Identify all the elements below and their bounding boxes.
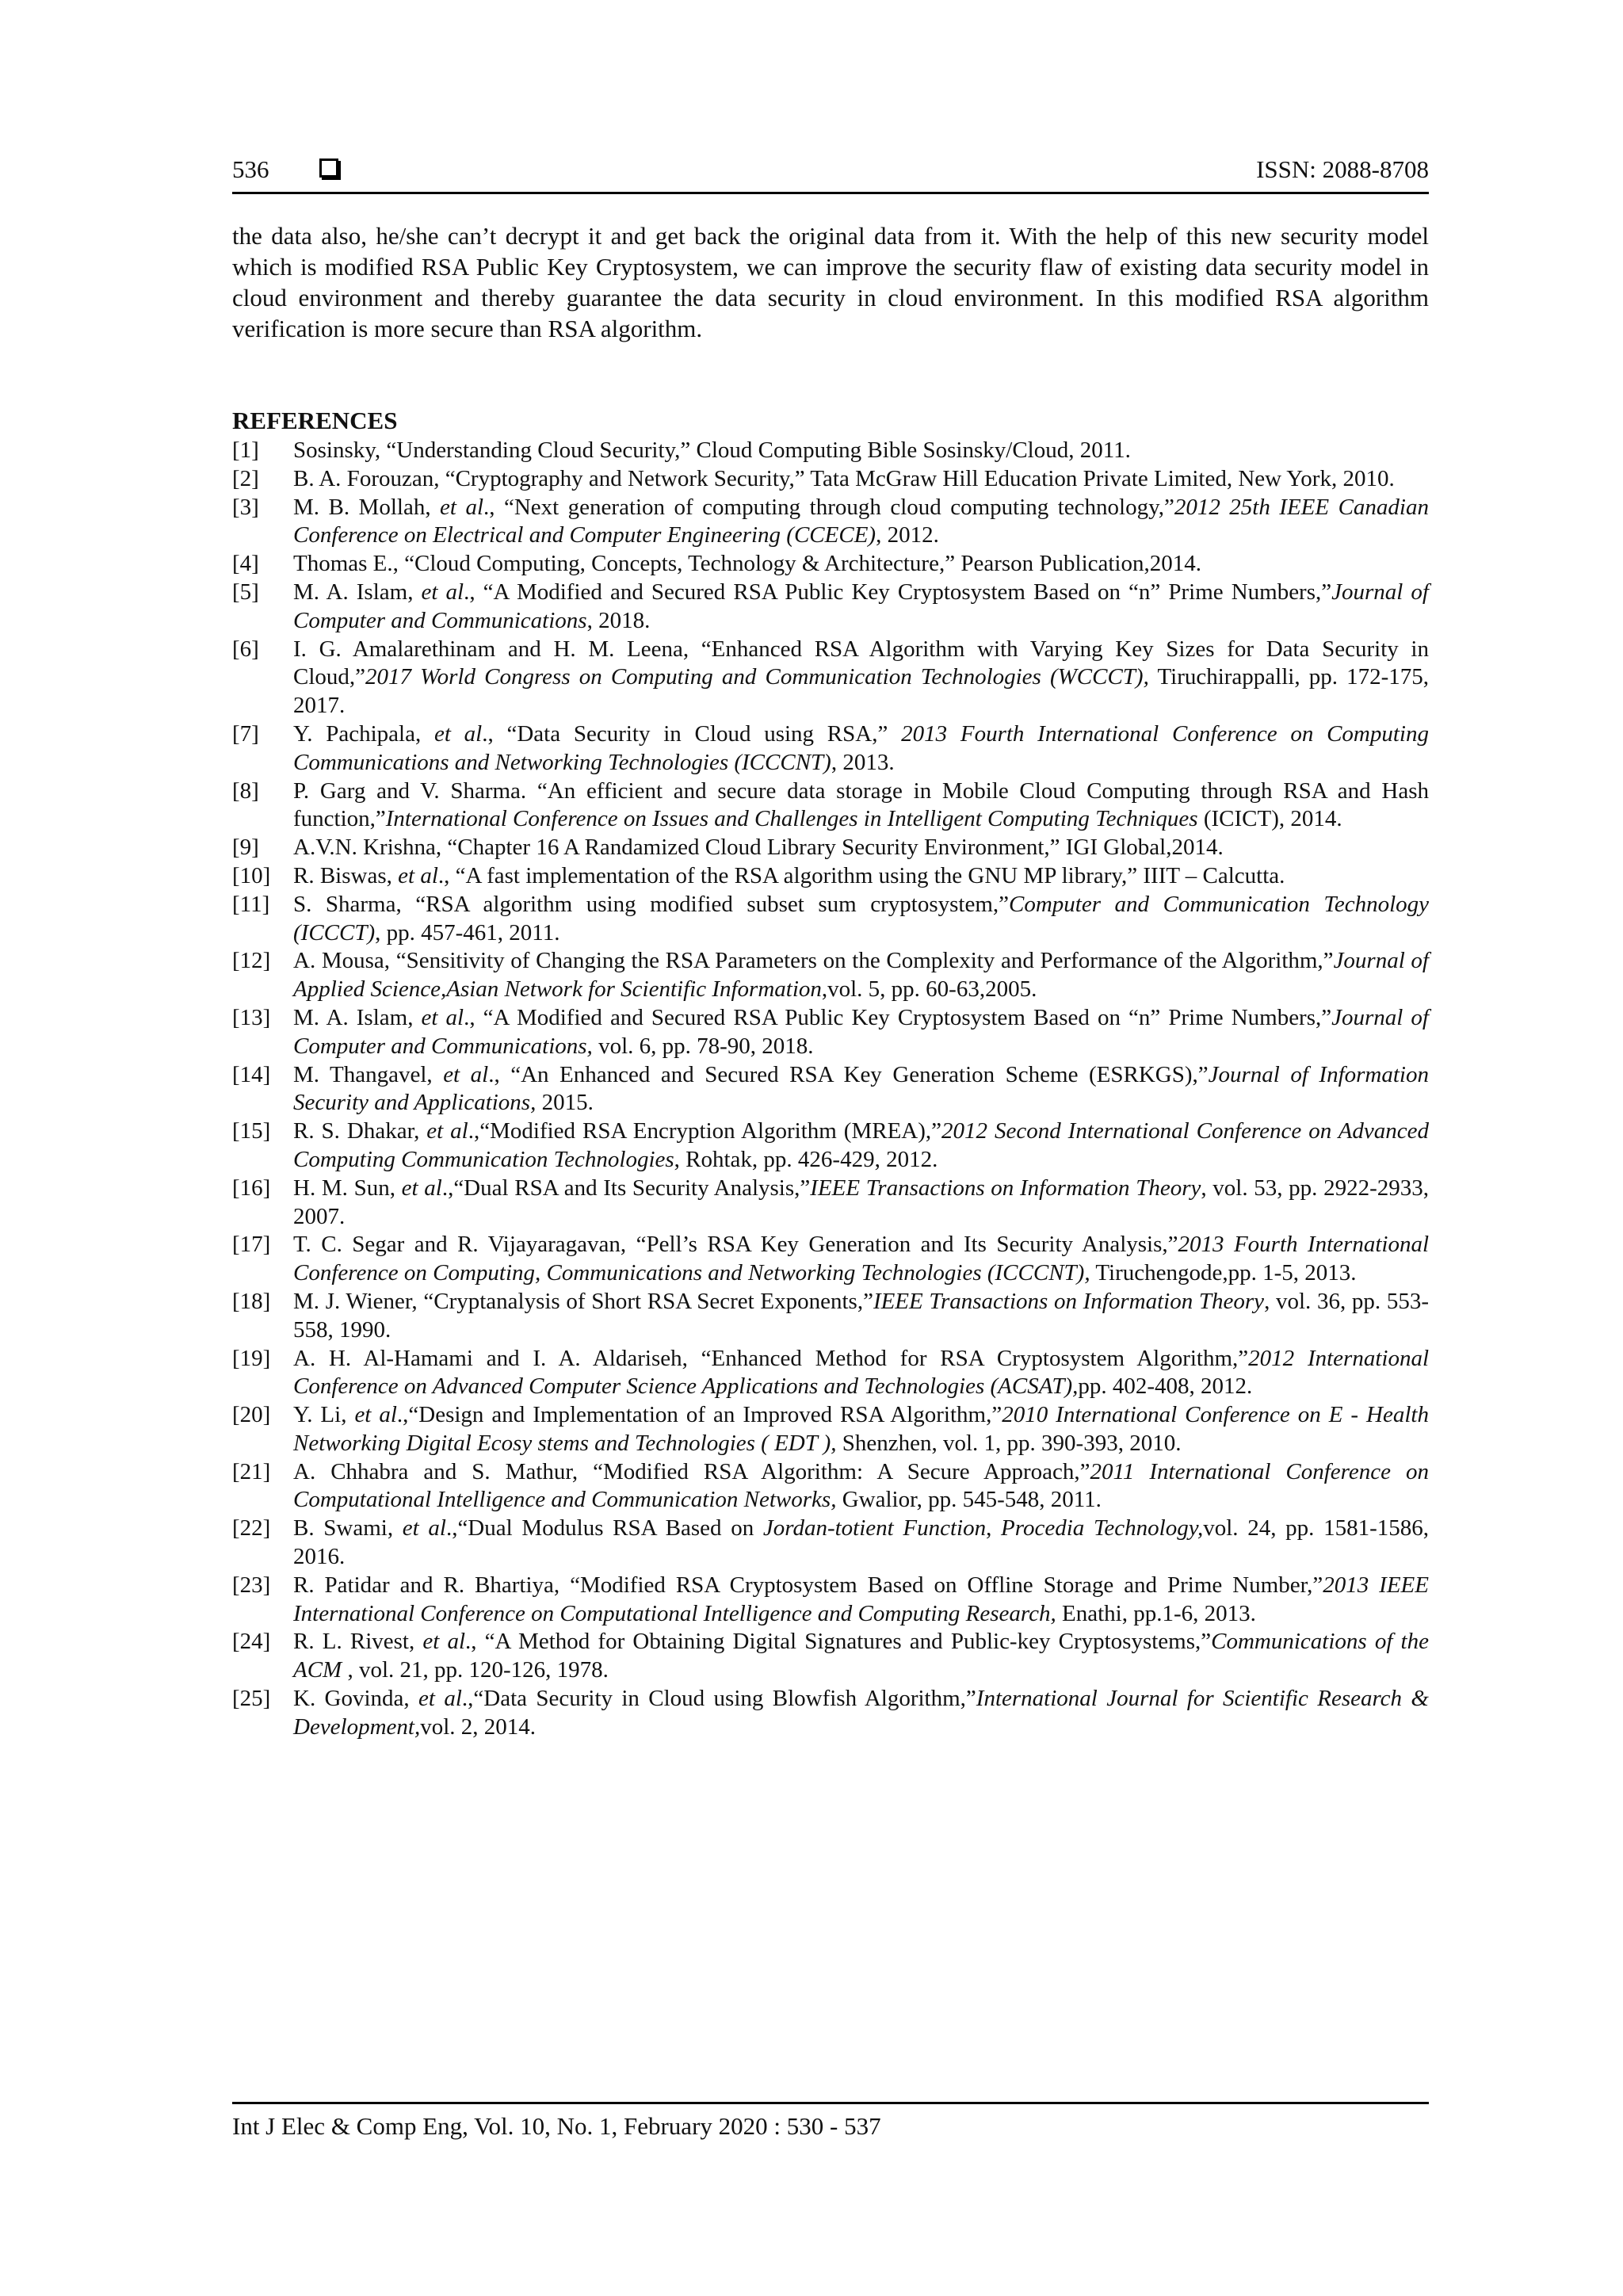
- reference-number: [19]: [232, 1345, 271, 1371]
- reference-text: Enathi, pp.1-6, 2013.: [1056, 1600, 1256, 1626]
- reference-text: I. G. Amalarethinam and H. M. Leena, “Enhanced RSA Algorithm with Varying Key Sizes for Data Security in Cloud,”: [293, 636, 1429, 690]
- reference-item: [232, 947, 1429, 1004]
- reference-list: [232, 437, 1429, 1742]
- reference-item: [232, 1061, 1429, 1118]
- reference-italic-text: Jordan-totient Function: [762, 1515, 987, 1541]
- conclusion-paragraph: the data also, he/she can’t decrypt it and get back the original data from it. With the help of this new security model which is modified RSA Public Key Cryptosystem, we can improve the security flaw of existing data security model in cloud environment and thereby guarantee the data security in cloud environment. In this modified RSA algorithm verification is more secure than RSA algorithm.: [232, 222, 1429, 342]
- reference-number: [16]: [232, 1175, 271, 1201]
- reference-number: [1]: [232, 437, 259, 463]
- reference-item: [232, 891, 1429, 948]
- reference-item: [232, 720, 1429, 777]
- reference-item: [232, 636, 1429, 720]
- reference-text: , 2018.: [586, 607, 651, 633]
- reference-italic-text: et al: [440, 494, 483, 520]
- reference-item: [232, 862, 1429, 891]
- reference-text: M. A. Islam,: [293, 1004, 422, 1030]
- reference-text: Tiruchirappalli, pp. 172-175, 2017.: [293, 664, 1429, 719]
- reference-number: [12]: [232, 948, 271, 974]
- reference-item: [232, 1004, 1429, 1061]
- reference-italic-text: Journal of Computer and Communications: [293, 579, 1429, 633]
- reference-item: [232, 1572, 1429, 1629]
- reference-italic-text: et al: [421, 1004, 464, 1030]
- reference-number: [14]: [232, 1061, 271, 1087]
- reference-number: [8]: [232, 777, 259, 804]
- reference-italic-text: 2012 Second International Conference on Advanced Computing Communication Technologies: [293, 1118, 1430, 1172]
- reference-number: [6]: [232, 636, 259, 662]
- reference-item: [232, 834, 1429, 862]
- reference-text: T. C. Segar and R. Vijayaragavan, “Pell’s RSA Key Generation and Its Security Analysis,”: [293, 1232, 1178, 1258]
- reference-item: [232, 550, 1429, 579]
- reference-number: [18]: [232, 1288, 271, 1314]
- reference-item: [232, 465, 1429, 494]
- reference-text: R. Patidar and R. Bhartiya, “Modified RSA Cryptosystem Based on Offline Storage and Prime Number,”: [293, 1572, 1323, 1598]
- reference-number: [2]: [232, 465, 259, 491]
- reference-text: R. S. Dhakar,: [293, 1118, 427, 1144]
- reference-text: ., “A Method for Obtaining Digital Signatures and Public-key Cryptosystems,”: [465, 1629, 1212, 1655]
- reference-number: [22]: [232, 1515, 271, 1541]
- reference-text: Y. Li,: [293, 1402, 355, 1428]
- footer-citation: Int J Elec & Comp Eng, Vol. 10, No. 1, February 2020 : 530 - 537: [232, 2112, 881, 2140]
- reference-text: P. Garg and V. Sharma. “An efficient and secure data storage in Mobile Cloud Computing through RSA and Hash function,”: [293, 777, 1429, 832]
- reference-text: Thomas E., “Cloud Computing, Concepts, Technology & Architecture,” Pearson Publication,2014.: [293, 551, 1201, 577]
- reference-number: [13]: [232, 1004, 271, 1030]
- reference-text: , pp. 457-461, 2011.: [375, 919, 560, 946]
- reference-text: pp. 402-408, 2012.: [1078, 1373, 1253, 1400]
- reference-number: [9]: [232, 835, 259, 861]
- reference-text: .,“Modified RSA Encryption Algorithm (MREA),”: [468, 1118, 942, 1144]
- reference-text: .,“Design and Implementation of an Improved RSA Algorithm,”: [396, 1402, 1002, 1428]
- reference-item: [232, 494, 1429, 551]
- reference-text: R. Biswas,: [293, 862, 399, 888]
- reference-text: Shenzhen, vol. 1, pp. 390-393, 2010.: [836, 1430, 1182, 1456]
- reference-italic-text: et al: [354, 1402, 397, 1428]
- reference-italic-text: 2012 25th IEEE Canadian Conference on Electrical and Computer Engineering (CCECE): [293, 494, 1429, 548]
- reference-text: , vol. 36, pp. 553-558, 1990.: [293, 1288, 1430, 1343]
- reference-text: ., “An Enhanced and Secured RSA Key Generation Scheme (ESRKGS),”: [488, 1061, 1209, 1087]
- page-number: 536: [232, 155, 269, 183]
- reference-text: ., “Data Security in Cloud using RSA,”: [482, 720, 902, 747]
- reference-text: , 2012.: [876, 522, 939, 548]
- reference-text: ., “A Modified and Secured RSA Public Key Cryptosystem Based on “n” Prime Numbers,”: [464, 1004, 1332, 1030]
- reference-italic-text: Journal of Applied Science,Asian Network for Scientific Information: [293, 948, 1429, 1003]
- reference-number: [3]: [232, 494, 259, 520]
- page-header: [232, 152, 1429, 194]
- reference-italic-text: Journal of Computer and Communications,: [293, 1004, 1429, 1059]
- reference-text: .,“Data Security in Cloud using Blowfish Algorithm,”: [461, 1686, 976, 1712]
- reference-text: M. J. Wiener, “Cryptanalysis of Short RSA Secret Exponents,”: [293, 1288, 873, 1314]
- reference-number: [11]: [232, 891, 270, 917]
- reference-text: .,“Dual Modulus RSA Based on: [445, 1515, 763, 1541]
- reference-text: .,“Dual RSA and Its Security Analysis,”: [441, 1175, 811, 1201]
- reference-italic-text: IEEE Transactions on Information Theory: [873, 1288, 1265, 1314]
- references-heading: REFERENCES: [232, 407, 398, 434]
- reference-text: ., “A Modified and Secured RSA Public Key Cryptosystem Based on “n” Prime Numbers,”: [464, 579, 1332, 605]
- reference-text: Y. Pachipala,: [293, 720, 434, 747]
- reference-text: ,vol. 5, pp. 60-63,2005.: [821, 976, 1037, 1003]
- page-footer: [232, 2102, 1429, 2141]
- reference-number: [4]: [232, 551, 259, 577]
- reference-italic-text: et al: [402, 1515, 446, 1541]
- reference-text: M. Thangavel,: [293, 1061, 444, 1087]
- reference-number: [17]: [232, 1232, 271, 1258]
- reference-text: , vol. 21, pp. 120-126, 1978.: [342, 1657, 609, 1683]
- reference-text: (ICICT), 2014.: [1197, 806, 1342, 832]
- reference-italic-text: 2013 Fourth International Conference on Computing, Communications and Networking Technologies (ICCCNT),: [293, 1232, 1429, 1286]
- reference-italic-text: 2011 International Conference on Computational Intelligence and Communication Networks,: [293, 1458, 1429, 1513]
- reference-number: [23]: [232, 1572, 271, 1598]
- issn-label: ISSN: 2088-8708: [1256, 155, 1429, 183]
- reference-text: B. A. Forouzan, “Cryptography and Network Security,” Tata McGraw Hill Education Private Limited, New York, 2010.: [293, 465, 1395, 491]
- reference-item: [232, 1685, 1429, 1742]
- reference-item: [232, 1231, 1429, 1288]
- reference-text: 2015.: [536, 1090, 594, 1116]
- reference-italic-text: 2013 IEEE International Conference on Computational Intelligence and Computing Research,: [293, 1572, 1429, 1626]
- reference-text: , 2013.: [831, 749, 895, 775]
- reference-number: [5]: [232, 579, 259, 605]
- reference-number: [15]: [232, 1118, 271, 1144]
- reference-italic-text: et al: [421, 579, 464, 605]
- reference-text: ,: [986, 1515, 1002, 1541]
- reference-item: [232, 1515, 1429, 1572]
- reference-text: A. Mousa, “Sensitivity of Changing the RSA Parameters on the Complexity and Performance of the Algorithm,”: [293, 948, 1334, 974]
- reference-text: B. Swami,: [293, 1515, 403, 1541]
- reference-italic-text: 2012 International Conference on Advanced Computer Science Applications and Technologies (ACSAT),: [293, 1345, 1429, 1400]
- reference-italic-text: et al: [398, 862, 438, 888]
- reference-text: , Rohtak, pp. 426-429, 2012.: [674, 1146, 938, 1172]
- reference-text: vol. 2, 2014.: [420, 1713, 537, 1740]
- square-bullet-icon: [319, 159, 338, 178]
- reference-text: ., “Next generation of computing through cloud computing technology,”: [483, 494, 1174, 520]
- reference-italic-text: IEEE Transactions on Information Theory: [810, 1175, 1201, 1201]
- reference-item: [232, 777, 1429, 835]
- reference-italic-text: International Conference on Issues and Challenges in Intelligent Computing Techniques: [385, 806, 1198, 832]
- reference-item: [232, 1628, 1429, 1685]
- reference-text: vol. 24, pp. 1581-1586, 2016.: [293, 1515, 1430, 1570]
- reference-text: Sosinsky, “Understanding Cloud Security,” Cloud Computing Bible Sosinsky/Cloud, 2011.: [293, 437, 1131, 463]
- reference-text: , vol. 53, pp. 2922-2933, 2007.: [293, 1175, 1430, 1229]
- reference-number: [7]: [232, 720, 259, 747]
- reference-italic-text: Communications of the ACM: [293, 1629, 1429, 1683]
- reference-italic-text: et al: [443, 1061, 489, 1087]
- reference-italic-text: International Journal for Scientific Research & Development,: [293, 1686, 1429, 1740]
- reference-text: A. H. Al-Hamami and I. A. Aldariseh, “Enhanced Method for RSA Cryptosystem Algorithm,”: [293, 1345, 1249, 1371]
- reference-italic-text: et al: [418, 1686, 462, 1712]
- reference-text: Tiruchengode,pp. 1-5, 2013.: [1090, 1260, 1357, 1286]
- reference-number: [25]: [232, 1686, 271, 1712]
- reference-item: [232, 1458, 1429, 1515]
- reference-italic-text: Computer and Communication Technology (ICCCT): [293, 891, 1429, 946]
- reference-item: [232, 1401, 1429, 1458]
- reference-text: ., “A fast implementation of the RSA algorithm using the GNU MP library,” IIIT – Calcutta.: [437, 862, 1285, 888]
- reference-italic-text: Procedia Technology,: [1001, 1515, 1204, 1541]
- reference-text: A. Chhabra and S. Mathur, “Modified RSA Algorithm: A Secure Approach,”: [293, 1458, 1090, 1484]
- reference-italic-text: et al: [433, 720, 483, 747]
- reference-item: [232, 437, 1429, 465]
- reference-italic-text: et al: [401, 1175, 442, 1201]
- reference-text: M. A. Islam,: [293, 579, 422, 605]
- reference-italic-text: et al: [426, 1118, 468, 1144]
- reference-text: H. M. Sun,: [293, 1175, 402, 1201]
- reference-item: [232, 1288, 1429, 1345]
- reference-number: [10]: [232, 862, 271, 888]
- reference-italic-text: 2017 World Congress on Computing and Communication Technologies (WCCCT),: [365, 664, 1149, 690]
- reference-italic-text: 2010 International Conference on E - Health Networking Digital Ecosy stems and Technologies ( EDT ),: [293, 1402, 1429, 1456]
- reference-text: vol. 6, pp. 78-90, 2018.: [592, 1033, 814, 1059]
- reference-text: K. Govinda,: [293, 1686, 419, 1712]
- reference-number: [20]: [232, 1402, 271, 1428]
- reference-text: R. L. Rivest,: [293, 1629, 423, 1655]
- reference-number: [21]: [232, 1458, 271, 1484]
- reference-item: [232, 1117, 1429, 1175]
- reference-item: [232, 579, 1429, 636]
- reference-item: [232, 1345, 1429, 1402]
- reference-text: M. B. Mollah,: [293, 494, 441, 520]
- reference-italic-text: Journal of Information Security and Applications,: [293, 1061, 1429, 1116]
- reference-text: Gwalior, pp. 545-548, 2011.: [836, 1487, 1102, 1513]
- reference-number: [24]: [232, 1629, 271, 1655]
- reference-text: A.V.N. Krishna, “Chapter 16 A Randamized Cloud Library Security Environment,” IGI Global,2014.: [293, 835, 1224, 861]
- reference-italic-text: et al: [422, 1629, 466, 1655]
- reference-italic-text: 2013 Fourth International Conference on Computing Communications and Networking Technologies (ICCCNT): [293, 720, 1429, 775]
- reference-text: S. Sharma, “RSA algorithm using modified subset sum cryptosystem,”: [293, 891, 1010, 917]
- reference-item: [232, 1175, 1429, 1232]
